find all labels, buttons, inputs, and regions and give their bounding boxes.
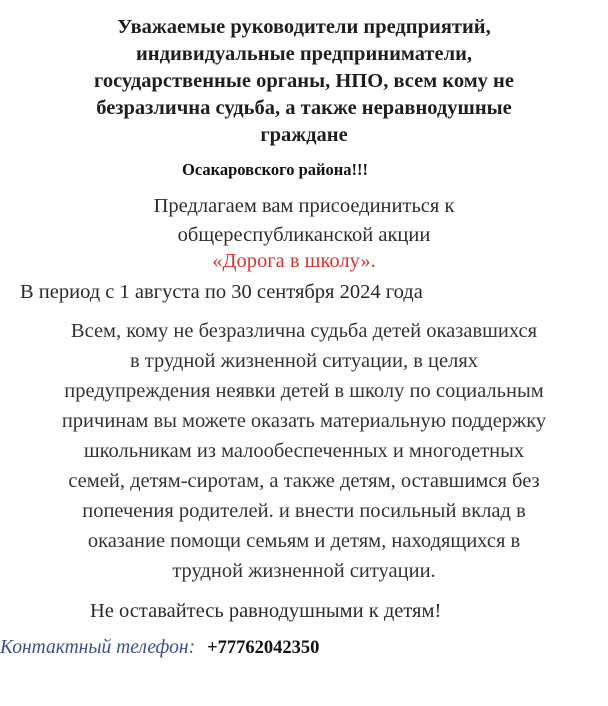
contact-label: Контактный телефон:	[0, 637, 196, 658]
heading-line: индивидуальные предприниматели,	[135, 43, 473, 65]
campaign-period: В период с 1 августа по 30 сентября 2024 года	[20, 281, 423, 303]
contact-block	[0, 637, 319, 659]
body-line: школьникам из малообеспеченных и многодетных	[83, 440, 525, 462]
closing-appeal: Не оставайтесь равнодушными к детям!	[90, 600, 442, 622]
invitation-line: общереспубликанской акции	[177, 224, 431, 246]
body-line: предупреждения неявки детей в школу по социальным	[64, 380, 544, 402]
heading-line: государственные органы, НПО, всем кому не	[94, 70, 514, 92]
district-name: Осакаровского района!!!	[182, 160, 368, 179]
heading-line: безразлична судьба, а также неравнодушные	[96, 97, 512, 119]
invitation-text	[0, 192, 608, 250]
body-line: оказание помощи семьям и детям, находящихся в	[87, 530, 521, 552]
heading-line: Уважаемые руководители предприятий,	[117, 16, 491, 38]
body-line: в трудной жизненной ситуации, в целях	[129, 350, 479, 372]
appeal-body	[0, 316, 608, 586]
contact-phone-number[interactable]: +77762042350	[207, 638, 320, 658]
heading-line: граждане	[260, 124, 348, 146]
body-line: попечения родителей. и внести посильный вклад в	[82, 500, 526, 522]
invitation-line: Предлагаем вам присоединиться к	[153, 195, 455, 217]
campaign-name: «Дорога в школу».	[212, 250, 376, 272]
announcement-heading	[0, 14, 608, 149]
body-line: трудной жизненной ситуации.	[172, 560, 436, 582]
body-line: Всем, кому не безразлична судьба детей оказавшихся	[70, 320, 538, 342]
body-line: причинам вы можете оказать материальную поддержку	[61, 410, 547, 432]
body-line: семей, детям-сиротам, а также детям, оставшимся без	[68, 470, 540, 492]
